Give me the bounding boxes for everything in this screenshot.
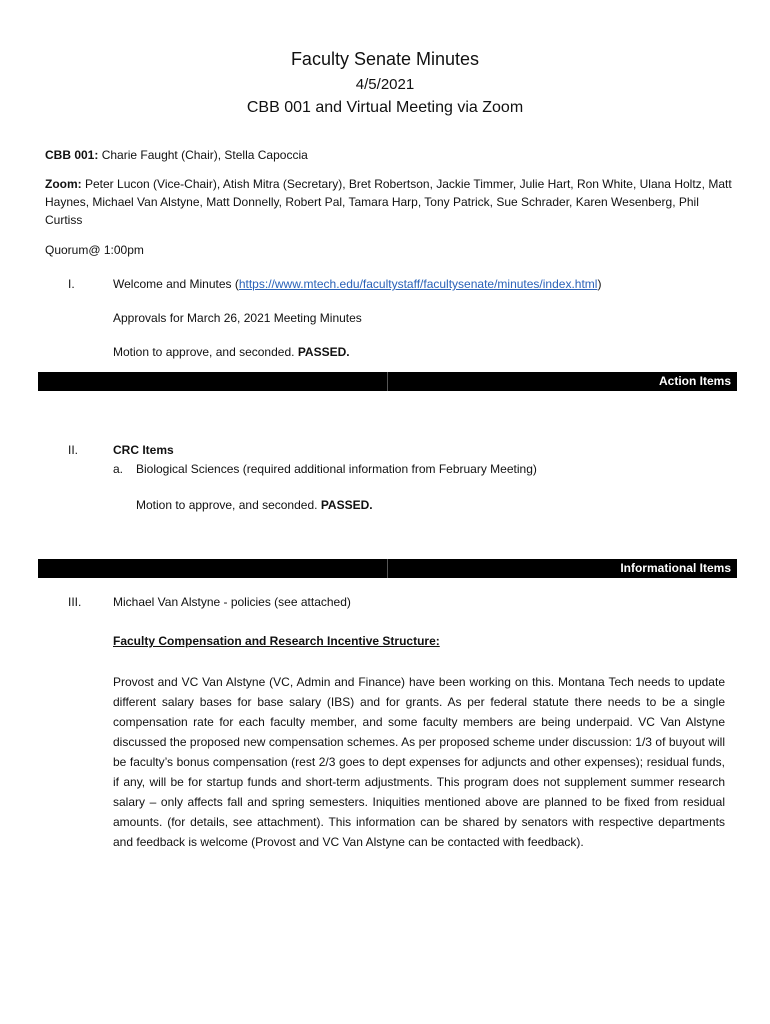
compensation-paragraph: Provost and VC Van Alstyne (VC, Admin and Finance) have been working on this. Montana Tech needs to update different salary bases for base salary (IBS) and for grants. As per federal statute there needs to be a single compensation rate for each faculty member, and some faculty members are being underpaid. VC Van Alstyne discussed the proposed new compensation schemes. As per proposed scheme under discussion: 1/3 of buyout will be faculty’s bonus compensation (rest 2/3 goes to dept expenses for adjuncts and other expenses); residual funds, if any, will be for startup funds and short-term adjustments. This program does not supplement summer research salary – only affects fall and spring semesters. Iniquities mentioned above are planned to be fixed from residual amounts. (for details, see attachment). This information can be shared by senators with respective departments and feedback is welcome (Provost and VC Van Alstyne can be contacted with feedback).	[113, 675, 725, 849]
action-items-label: Action Items	[658, 374, 731, 388]
section-2-sub-item: Biological Sciences (required additional information from February Meeting)	[136, 462, 537, 476]
section-1-motion-text: Motion to approve, and seconded.	[113, 345, 295, 359]
zoom-label: Zoom:	[45, 177, 82, 191]
informational-items-label: Informational Items	[620, 561, 731, 575]
section-1-title	[113, 277, 601, 291]
compensation-subheading: Faculty Compensation and Research Incentive Structure:	[113, 634, 440, 648]
section-1-motion	[113, 345, 350, 359]
cbb-names: Charie Faught (Chair), Stella Capoccia	[101, 148, 308, 162]
quorum-line: Quorum@ 1:00pm	[45, 243, 144, 257]
action-items-bar	[38, 372, 737, 391]
bar-divider	[387, 559, 388, 578]
zoom-attendance	[45, 175, 735, 229]
section-2-result: PASSED.	[320, 498, 373, 512]
section-1-title-suffix: )	[597, 277, 602, 291]
section-3-title: Michael Van Alstyne - policies (see attached)	[113, 595, 351, 609]
zoom-names: Peter Lucon (Vice-Chair), Atish Mitra (Secretary), Bret Robertson, Jackie Timmer, Julie Hart, Ron White, Ulana Holtz, Matt Haynes, Michael Van Alstyne, Matt Donnelly, Robert Pal, Tamara Harp, Tony Patrick, Sue Schrader, Karen Wesenberg, Phil Curtiss	[45, 177, 732, 227]
informational-items-bar	[38, 559, 737, 578]
minutes-link[interactable]: https://www.mtech.edu/facultystaff/facultysenate/minutes/index.html	[238, 277, 598, 291]
section-1-result: PASSED.	[297, 345, 350, 359]
meeting-location: CBB 001 and Virtual Meeting via Zoom	[246, 99, 524, 116]
cbb-attendance	[45, 146, 735, 164]
section-2-motion	[136, 498, 373, 512]
bar-divider	[387, 372, 388, 391]
document-title: Faculty Senate Minutes	[290, 49, 480, 69]
section-2-title: CRC Items	[113, 443, 174, 457]
section-2-sub-letter: a.	[113, 462, 124, 476]
section-3-numeral: III.	[68, 595, 82, 609]
section-1-approval: Approvals for March 26, 2021 Meeting Minutes	[113, 311, 362, 325]
section-2-numeral: II.	[68, 443, 79, 457]
cbb-label: CBB 001:	[45, 148, 99, 162]
meeting-date: 4/5/2021	[355, 76, 415, 93]
section-1-numeral: I.	[68, 277, 75, 291]
section-2-motion-text: Motion to approve, and seconded.	[136, 498, 318, 512]
section-1-title-prefix: Welcome and Minutes (	[113, 277, 239, 291]
